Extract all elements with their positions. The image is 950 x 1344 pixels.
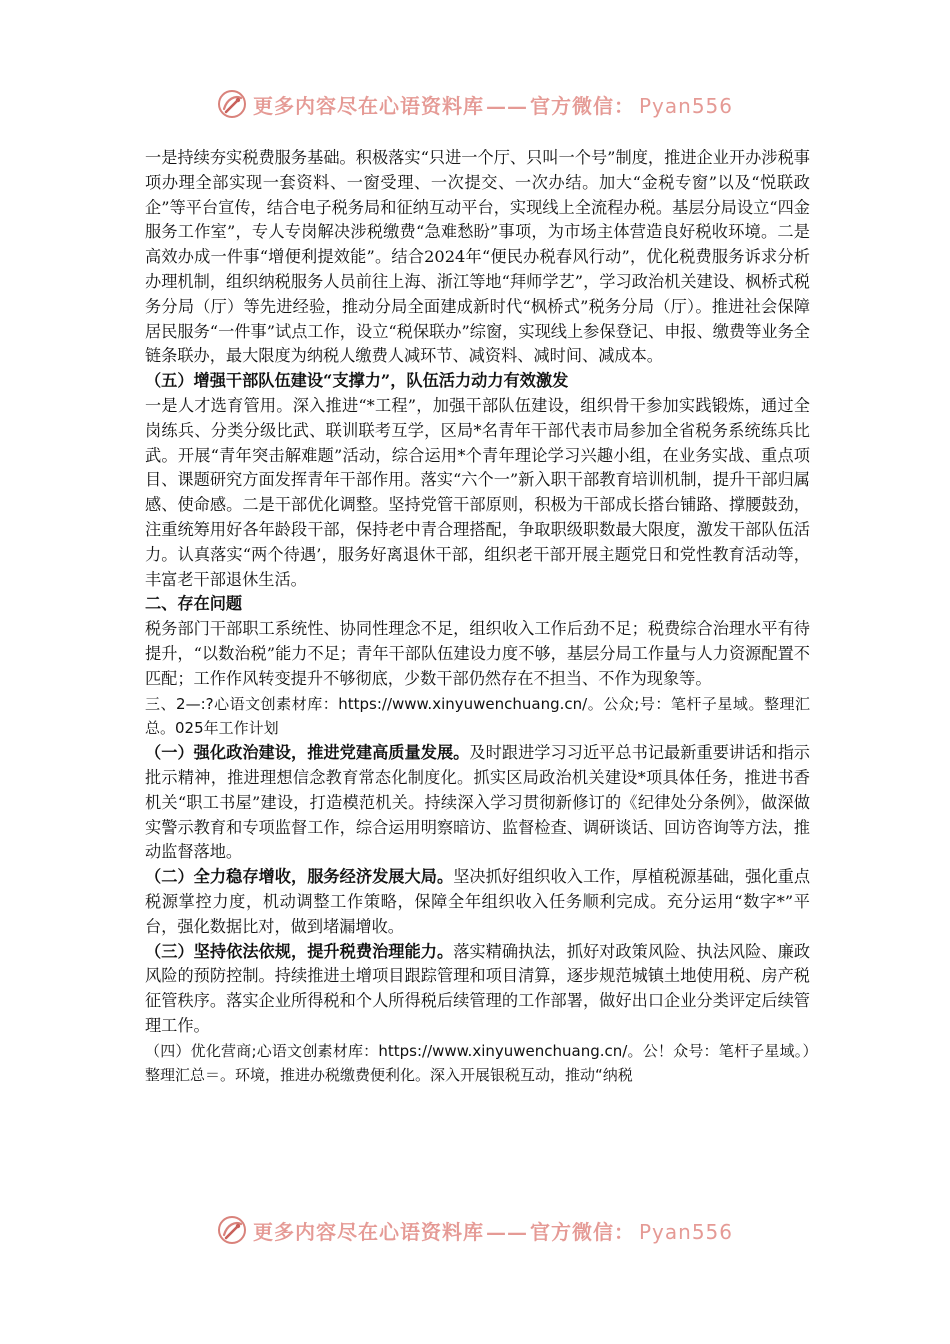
paragraph [145, 940, 810, 1039]
header-banner [0, 82, 950, 126]
banner-dash: —— [485, 93, 528, 118]
document-body [145, 146, 810, 1088]
subsection-body: 及时跟进学习习近平总书记最新重要讲话和指示批示精神，推进理想信念教育常态化制度化。抓实区局政治机关建设*项具体任务，推进书香机关“职工书屋”建设，打造模范机关。持续深入学习贯彻新修订的《纪律处分条例》，做深做实警示教育和专项监督工作，综合运用明察暗访、监督检查、调研谈话、回访咨询等方法，推动监督落地。 [145, 743, 810, 862]
subsection-heading: （三）坚持依法依规，提升税费治理能力。 [145, 941, 454, 961]
paragraph: （四）优化营商;心语文创素材库：https://www.xinyuwenchuang.cn/。公！众号：笔杆子星域。）整理汇总＝。环境，推进办税缴费便利化。深入开展银税互动，推动“纳税 [145, 1041, 810, 1085]
paragraph [145, 741, 810, 865]
paragraph: 税务部门干部职工系统性、协同性理念不足，组织收入工作后劲不足；税费综合治理水平有待提升，“以数治税”能力不足；青年干部队伍建设力度不够，基层分局工作量与人力资源配置不匹配；工作作风转变提升不够彻底，少数干部仍然存在不担当、不作为现象等。 [145, 619, 810, 688]
banner-label: 官方微信： [529, 1219, 635, 1244]
subsection-body: 落实精确执法，抓好对政策风险、执法风险、廉政风险的预防控制。持续推进土增项目跟踪管理和项目清算，逐步规范城镇土地使用税、房产税征管秩序。落实企业所得税和个人所得税后续管理的工作部署，做好出口企业分类评定后续管理工作。 [145, 941, 810, 1035]
banner-brand: 更多内容尽在心语资料库 [252, 93, 484, 118]
subsection-heading: （二）全力稳存增收，服务经济发展大局。 [145, 867, 454, 887]
brand-logo-icon [217, 1215, 247, 1245]
banner-label: 官方微信： [529, 93, 635, 118]
subsection-body: 坚决抓好组织收入工作，厚植税源基础，强化重点税源掌控力度，机动调整工作策略，保障全年组织收入任务顺利完成。充分运用“数字*”平台，强化数据比对，做到堵漏增收。 [145, 867, 810, 936]
paragraph [145, 865, 810, 939]
banner-wechat-id: Pyan556 [638, 1219, 733, 1244]
footer-banner [0, 1208, 950, 1252]
brand-logo-icon [217, 89, 247, 119]
section-heading: 二、存在问题 [145, 594, 243, 614]
section-heading: （五）增强干部队伍建设“支撑力”，队伍活力动力有效激发 [145, 371, 569, 391]
paragraph: 三、2—:?心语文创素材库：https://www.xinyuwenchuang.cn/。公众;号：笔杆子星域。整理汇总。025年工作计划 [145, 694, 810, 738]
paragraph: 一是持续夯实税费服务基础。积极落实“只进一个厅、只叫一个号”制度，推进企业开办涉税事项办理全部实现一套资料、一窗受理、一次提交、一次办结。加大“金税专窗”以及“悦联政企”等平台宣传，结合电子税务局和征纳互动平台，实现线上全流程办税。基层分局设立“四金服务工作室”，专人专岗解决涉税缴费“急难愁盼”事项，为市场主体营造良好税收环境。二是高效办成一件事“增便利提效能”。结合2024年“便民办税春风行动”，优化税费服务诉求分析办理机制，组织纳税服务人员前往上海、浙江等地“拜师学艺”，学习政治机关建设、枫桥式税务分局（厅）等先进经验，推动分局全面建成新时代“枫桥式”税务分局（厅）。推进社会保障居民服务“一件事”试点工作，设立“税保联办”综窗，实现线上参保登记、申报、缴费等业务全链条联办，最大限度为纳税人缴费人减环节、减资料、减时间、减成本。 [145, 148, 810, 366]
subsection-heading: （一）强化政治建设，推进党建高质量发展。 [145, 743, 470, 763]
banner-brand: 更多内容尽在心语资料库 [252, 1219, 484, 1244]
paragraph: 一是人才选育管用。深入推进“*工程”，加强干部队伍建设，组织骨干参加实践锻炼，通过全岗练兵、分类分级比武、联训联考互学，区局*名青年干部代表市局参加全省税务系统练兵比武。开展“青年突击解难题”活动，综合运用*个青年理论学习兴趣小组，在业务实战、重点项目、课题研究方面发挥青年干部作用。落实“六个一”新入职干部教育培训机制，提升干部归属感、使命感。二是干部优化调整。坚持党管干部原则，积极为干部成长搭台铺路、撑腰鼓劲，注重统筹用好各年龄段干部，保持老中青合理搭配，争取职级职数最大限度，激发干部队伍活力。认真落实“两个待遇’，服务好离退休干部，组织老干部开展主题党日和党性教育活动等，丰富老干部退休生活。 [145, 395, 810, 589]
banner-wechat-id: Pyan556 [638, 93, 733, 118]
banner-dash: —— [485, 1219, 528, 1244]
